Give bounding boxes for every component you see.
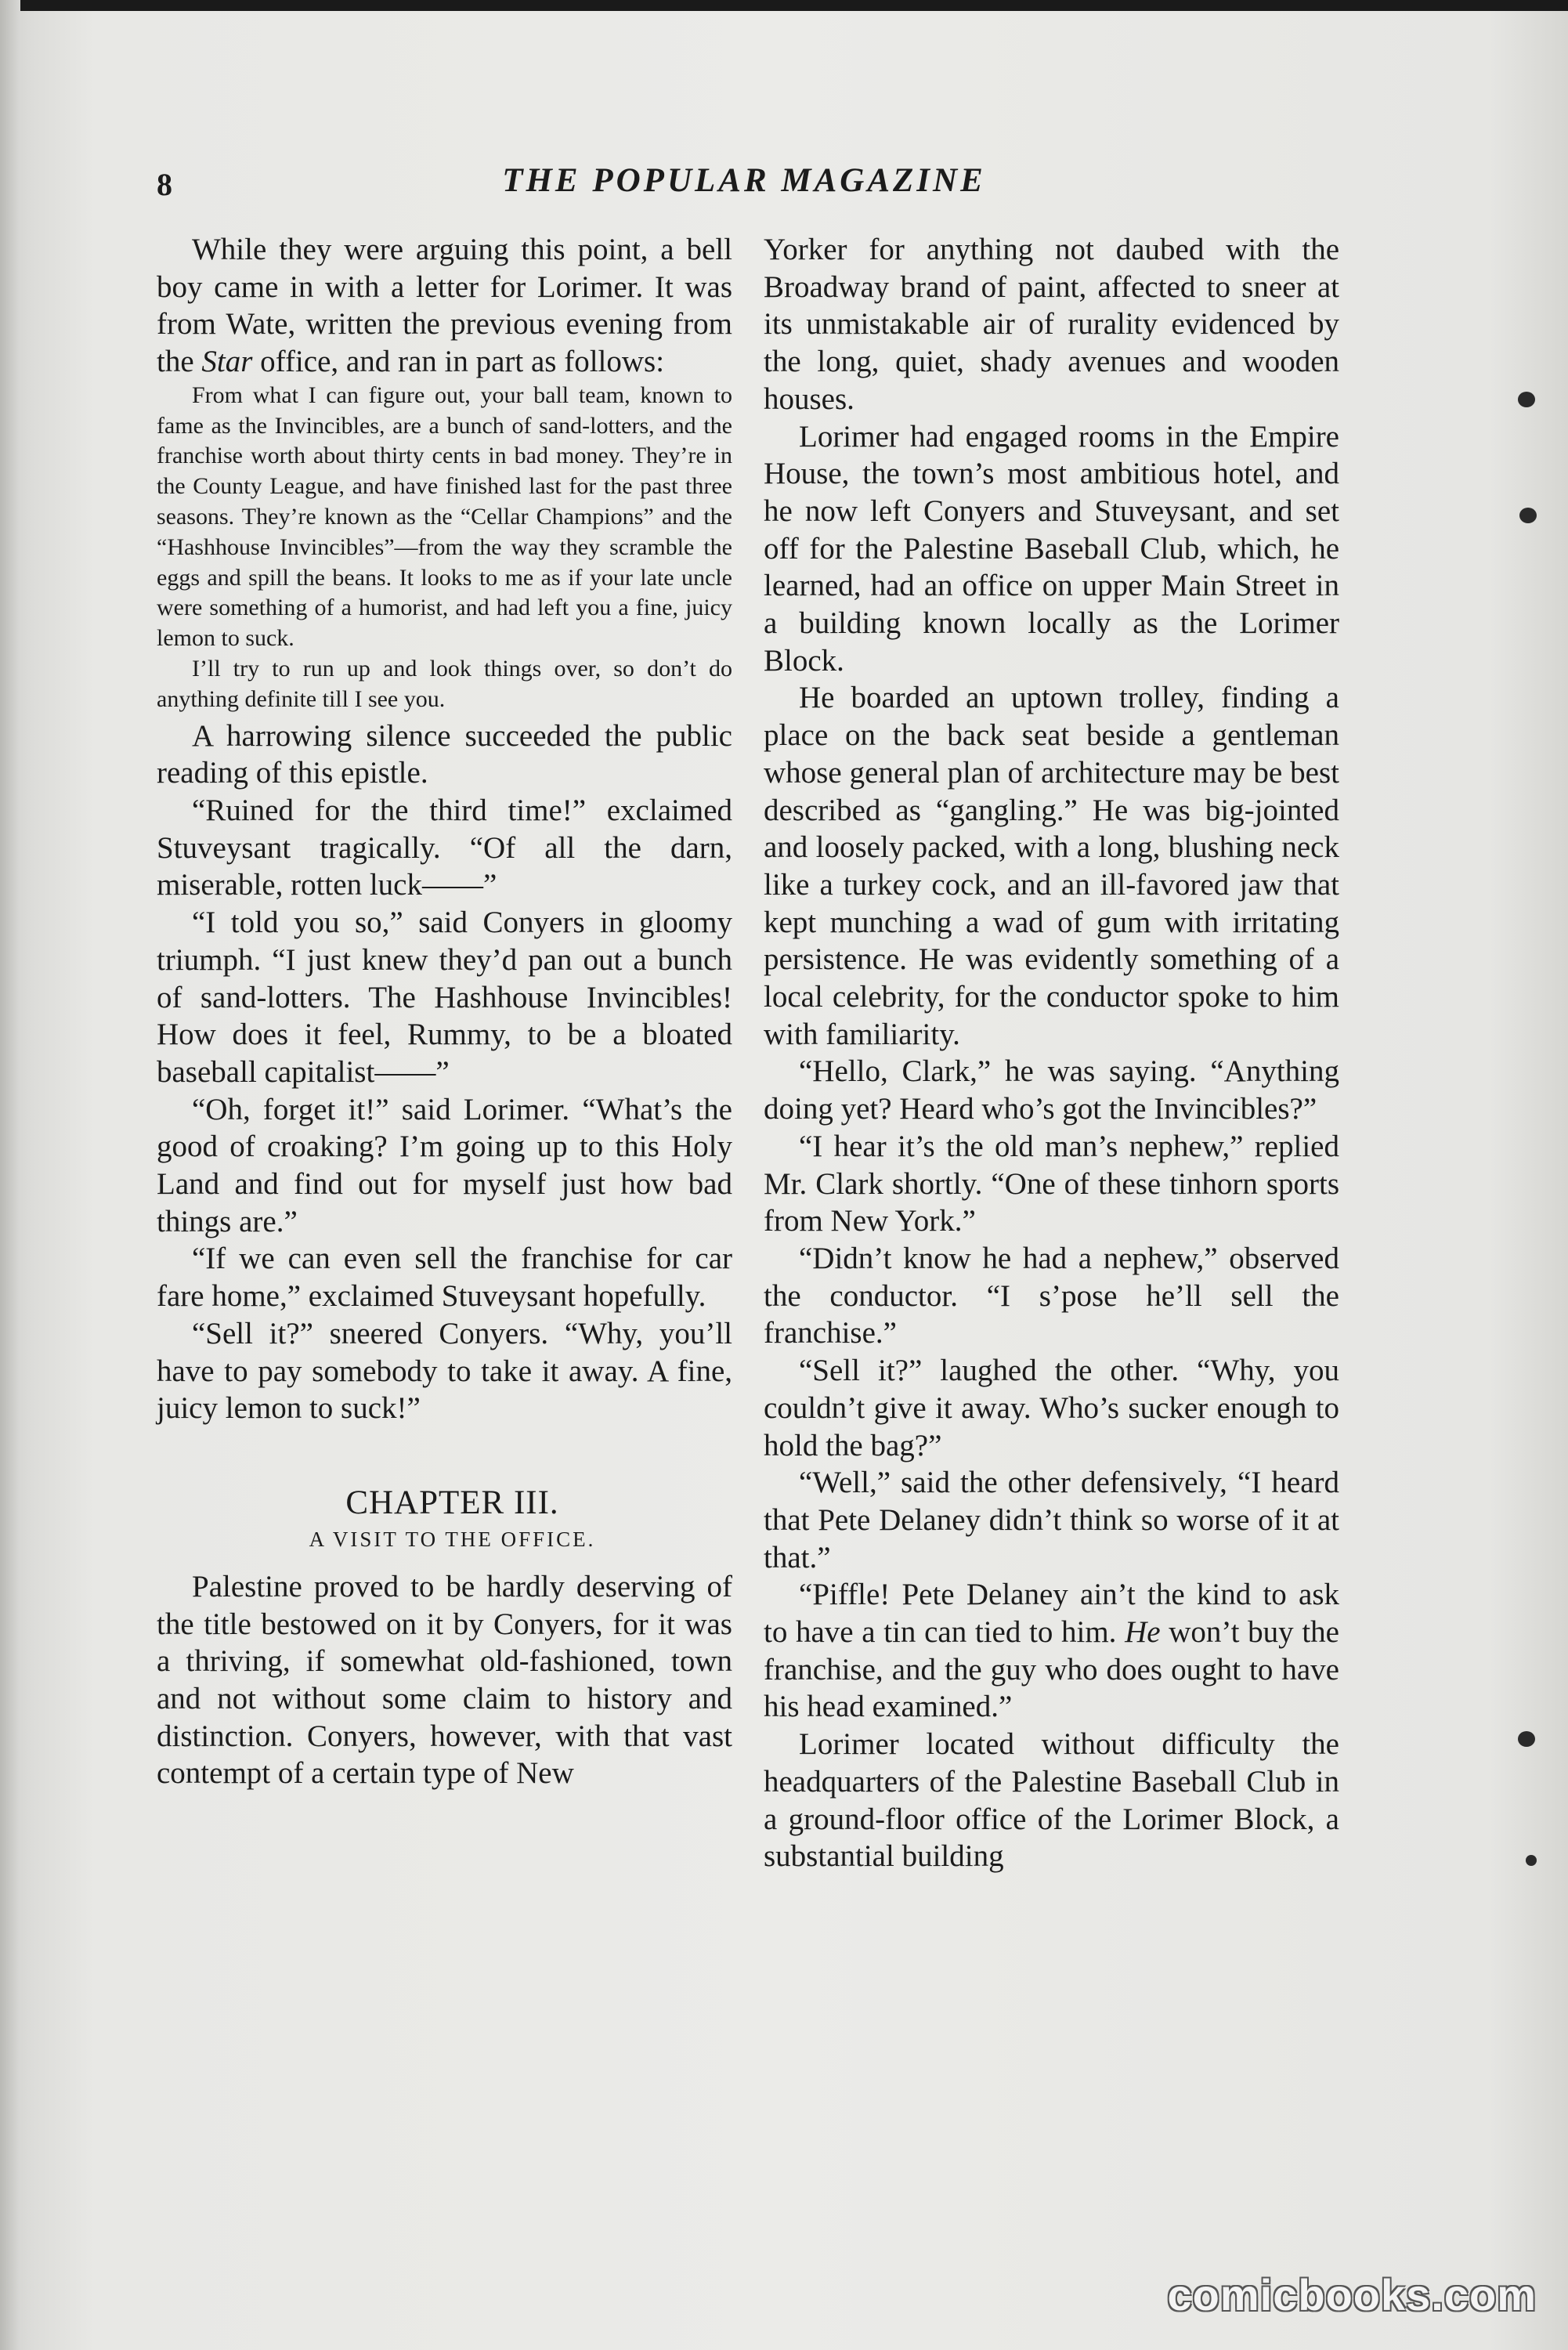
- binding-hole: [1519, 508, 1537, 523]
- binding-hole: [1526, 1855, 1537, 1866]
- running-header: [157, 161, 1331, 208]
- magazine-title: THE POPULAR MAGAZINE: [502, 162, 986, 199]
- paragraph: Yorker for anything not daubed with the Broadway brand of paint, affected to sneer at its unmistakable air of rurality evidenced by the long, quiet, shady avenues and wooden houses.: [764, 233, 1339, 416]
- paragraph: Palestine proved to be hardly deserving of the title bestowed on it by Conyers, for it was a thriving, if somewhat old-fashioned, town and not without some claim to history and distinction. Conyers, however, with that vast contempt of a certain type of New: [157, 1569, 732, 1791]
- paragraph: Lorimer had engaged rooms in the Empire House, the town’s most ambitious hotel, and he now left Conyers and Stuveysant, and set off for the Palestine Baseball Club, which, he learned, had an office on upper Main Street in a building known locally as the Lorimer Block.: [764, 419, 1339, 678]
- paragraph: While they were arguing this point, a bell boy came in with a letter for Lorimer. It was from Wate, written the previous evening from the Star office, and ran in part as follows:: [157, 233, 732, 379]
- right-column: [764, 231, 1339, 1875]
- binding-hole: [1518, 392, 1535, 407]
- letter-paragraph: From what I can figure out, your ball team, known to fame as the Invincibles, are a bunch of sand-lotters, and the franchise worth about thirty cents in bad money. They’re in the County League, and have finished last for the past three seasons. They’re known as the “Cellar Champions” and the “Hashhouse Invincibles”—from the way they scramble the eggs and spill the beans. It looks to me as if your late uncle were something of a humorist, and had left you a fine, juicy lemon to suck.: [157, 381, 732, 652]
- top-edge-rule: [0, 0, 1568, 11]
- paragraph: “Well,” said the other defensively, “I heard that Pete Delaney didn’t think so worse of it at that.”: [764, 1466, 1339, 1574]
- binding-holes: [1512, 0, 1559, 2350]
- paragraph: Lorimer located without difficulty the headquarters of the Palestine Baseball Club in a ground-floor office of the Lorimer Block, a substantial building: [764, 1727, 1339, 1874]
- paragraph: “Ruined for the third time!” exclaimed Stuveysant tragically. “Of all the darn, miserable, rotten luck——”: [157, 793, 732, 902]
- page-number: 8: [157, 167, 172, 202]
- paragraph: “I hear it’s the old man’s nephew,” replied Mr. Clark shortly. “One of these tinhorn sports from New York.”: [764, 1129, 1339, 1238]
- paragraph: “Sell it?” laughed the other. “Why, you couldn’t give it away. Who’s sucker enough to hold the bag?”: [764, 1354, 1339, 1462]
- paragraph: “Piffle! Pete Delaney ain’t the kind to ask to have a tin can tied to him. He won’t buy the franchise, and the guy who does ought to have his head examined.”: [764, 1578, 1339, 1724]
- paragraph: A harrowing silence succeeded the public reading of this epistle.: [157, 718, 732, 790]
- binding-edge: [0, 0, 20, 2350]
- paragraph: “Sell it?” sneered Conyers. “Why, you’ll have to pay somebody to take it away. A fine, juicy lemon to suck!”: [157, 1316, 732, 1426]
- quoted-letter: [157, 381, 732, 715]
- paragraph: “If we can even sell the franchise for car fare home,” exclaimed Stuveysant hopefully.: [157, 1242, 732, 1314]
- paragraph: “Hello, Clark,” he was saying. “Anything doing yet? Heard who’s got the Invincibles?”: [764, 1054, 1339, 1126]
- italic-star: Star: [201, 345, 253, 379]
- paragraph: He boarded an uptown trolley, finding a place on the back seat beside a gentleman whose general plan of architecture may be best described as “gangling.” He was big-jointed and loosely packed, with a long, blushing neck like a turkey cock, and an ill-favored jaw that kept munching a wad of gum with irritating persistence. He was evidently something of a local celebrity, for the conductor spoke to him with familiarity.: [764, 681, 1339, 1051]
- paragraph: “Oh, forget it!” said Lorimer. “What’s the good of croaking? I’m going up to this Holy Land and find out for myself just how bad things are.”: [157, 1092, 732, 1238]
- left-column: [157, 231, 732, 1792]
- chapter-title: CHAPTER III.: [345, 1484, 559, 1521]
- paragraph: “I told you so,” said Conyers in gloomy triumph. “I just knew they’d pan out a bunch of sand-lotters. The Hashhouse Invincibles! How does it feel, Rummy, to be a bloated baseball capitalist——”: [157, 906, 732, 1089]
- paragraph: “Didn’t know he had a nephew,” observed the conductor. “I s’pose he’ll sell the franchise.”: [764, 1241, 1339, 1350]
- chapter-heading-block: [157, 1482, 732, 1554]
- watermark-logo: comicbooks.com: [1167, 2270, 1537, 2319]
- italic-he: He: [1125, 1615, 1161, 1650]
- letter-paragraph: I’ll try to run up and look things over, so don’t do anything definite till I see you.: [157, 655, 732, 712]
- chapter-subtitle: A VISIT TO THE OFFICE.: [309, 1527, 596, 1551]
- binding-hole: [1518, 1731, 1535, 1747]
